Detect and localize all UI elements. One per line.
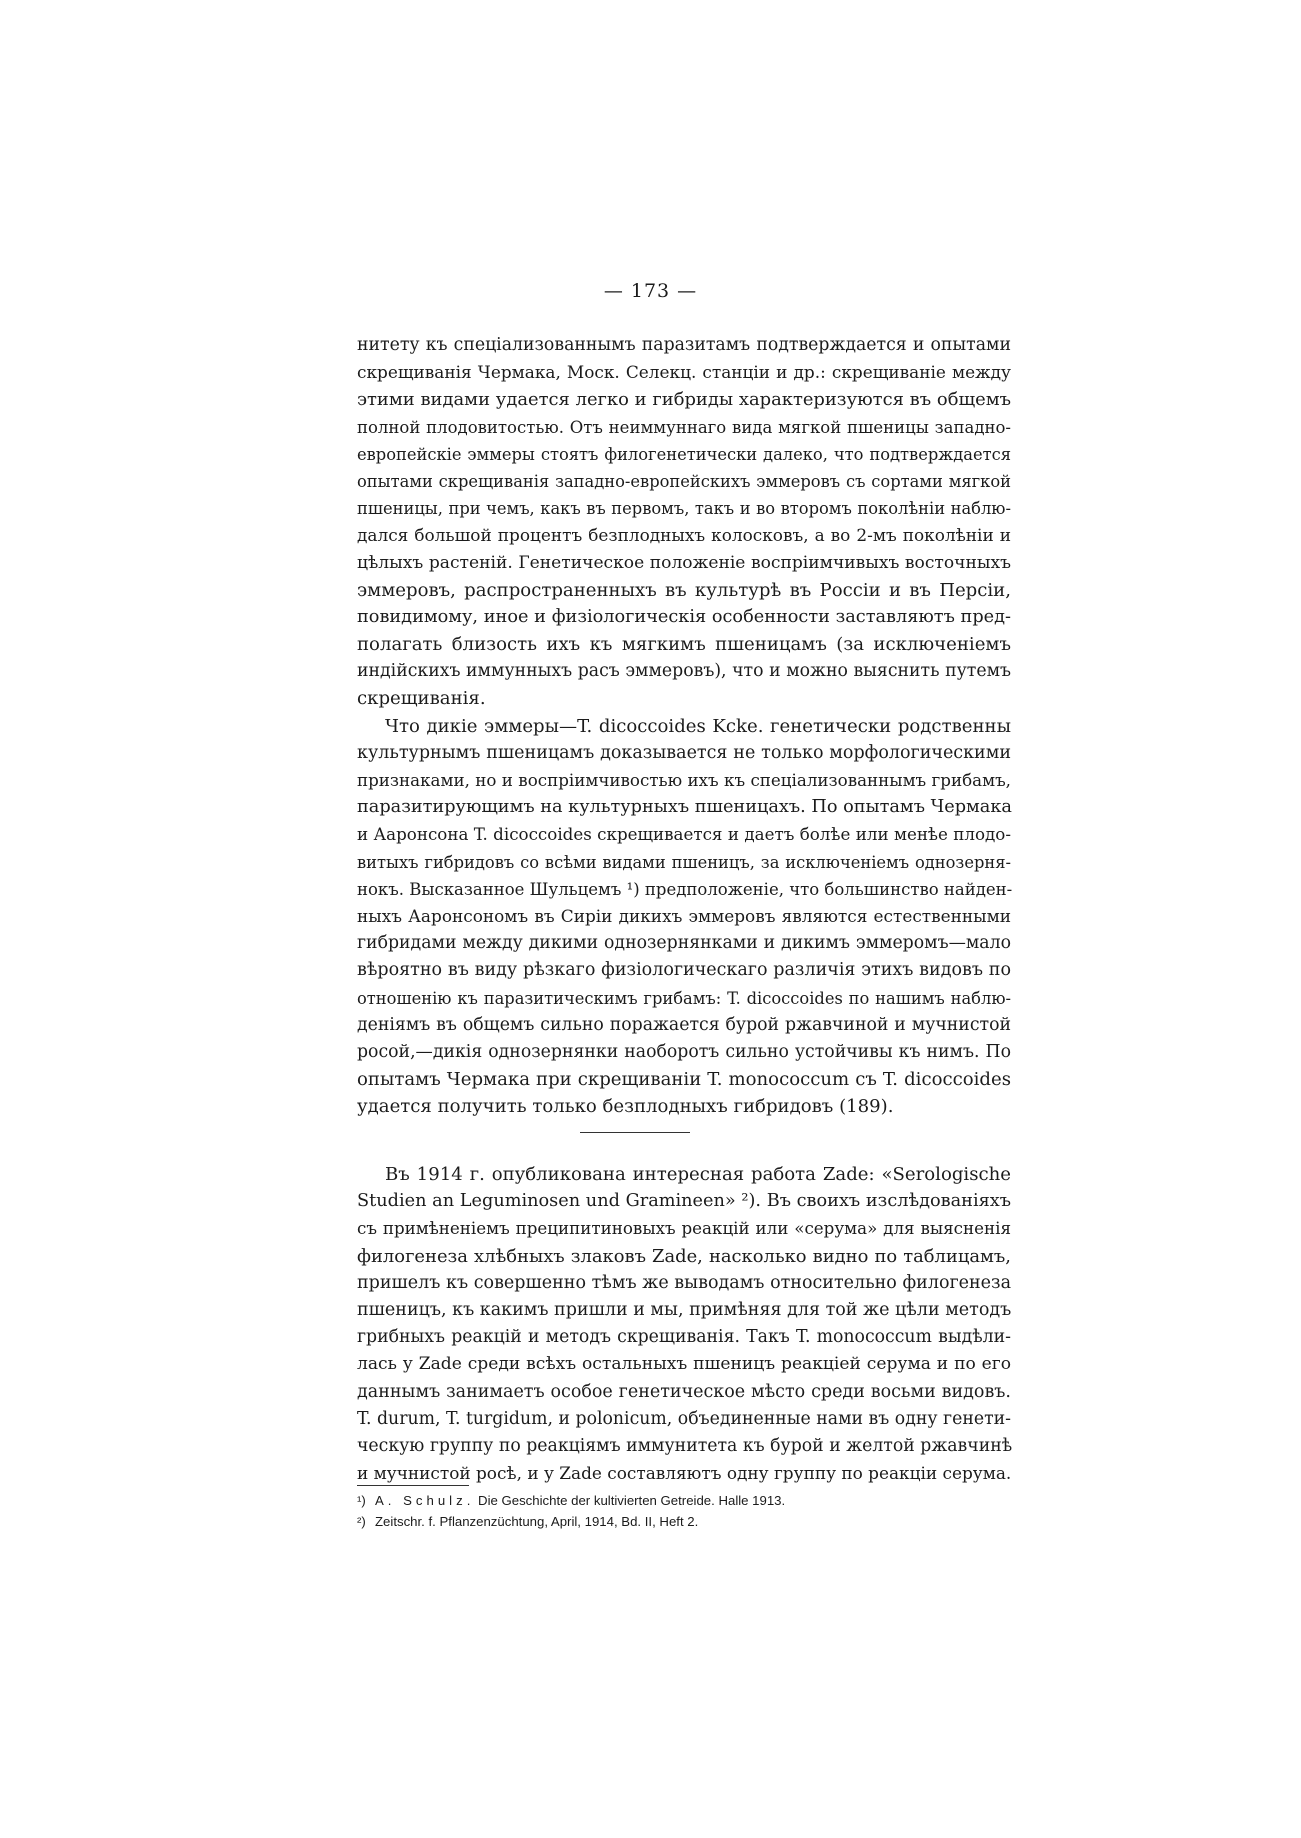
paragraph-2-line: отношенію къ паразитическимъ грибамъ: T. dicoccoides по нашимъ наблю- — [357, 988, 1011, 1008]
paragraph-2-line: росой,—дикія однозернянки наоборотъ сильно устойчивы къ нимъ. По — [357, 1041, 1011, 1062]
paragraph-1-line: скрещиванія Чермака, Моск. Селекц. станціи и др.: скрещиваніе между — [357, 362, 1011, 383]
footnote-mark: ²) — [357, 1514, 366, 1529]
paragraph-1-line: этими видами удается легко и гибриды характеризуются въ общемъ — [357, 389, 1011, 411]
paragraph-1-line: пшеницы, при чемъ, какъ въ первомъ, такъ и во второмъ поколѣніи наблю- — [357, 499, 1011, 519]
footnote-text: Die Geschichte der kultivierten Getreide. Halle 1913. — [478, 1493, 786, 1508]
paragraph-3-line: лась у Zade среди всѣхъ остальныхъ пшеницъ реакціей серума и по его — [357, 1354, 1011, 1375]
paragraph-1-line: нитету къ спеціализованнымъ паразитамъ подтверждается и опытами — [357, 335, 1011, 355]
paragraph-3-line: филогенеза хлѣбныхъ злаковъ Zade, насколько видно по таблицамъ, — [357, 1245, 1011, 1267]
paragraph-3-line: пшеницъ, къ какимъ пришли и мы, примѣняя для той же цѣли методъ — [357, 1299, 1012, 1320]
paragraph-2 — [357, 713, 1011, 1121]
paragraph-2-line: Что дикіе эммеры—T. dicoccoides Kcke. генетически родственны — [385, 715, 1011, 737]
paragraph-2-line: ныхъ Ааронсономъ въ Сиріи дикихъ эммеровъ являются естественными — [357, 905, 1011, 926]
paragraph-2-line: опытамъ Чермака при скрещиваніи T. monococcum съ T. dicoccoides — [357, 1069, 1011, 1091]
paragraph-1-line: европейскіе эммеры стоятъ филогенетически далеко, что подтверждается — [357, 444, 1011, 464]
paragraph-2-line: культурнымъ пшеницамъ доказывается не только морфологическими — [357, 742, 1011, 763]
paragraph-2-line: и Ааронсона T. dicoccoides скрещивается и даетъ болѣе или менѣе плодо- — [357, 824, 1011, 845]
paragraph-1 — [357, 332, 1011, 713]
paragraph-1-line: индійскихъ иммунныхъ расъ эммеровъ), что и можно выяснить путемъ — [357, 661, 1011, 682]
paragraph-2-line: удается получить только безплодныхъ гибридовъ (189). — [357, 1096, 894, 1118]
paragraph-3-line: Въ 1914 г. опубликована интересная работа Zade: «Serologische — [385, 1164, 1011, 1185]
paragraph-3-line: даннымъ занимаетъ особое генетическое мѣсто среди восьми видовъ. — [357, 1381, 1011, 1402]
lower-text-block — [357, 1161, 1011, 1487]
footnote-author: A. Schulz. — [375, 1493, 475, 1508]
upper-text-block — [357, 332, 1011, 1120]
paragraph-2-line: паразитирующимъ на культурныхъ пшеницахъ. По опытамъ Чермака — [357, 797, 1012, 818]
footnote-text: Zeitschr. f. Pflanzenzüchtung, April, 1914, Bd. II, Heft 2. — [375, 1514, 699, 1529]
page-number: — 173 — — [603, 280, 698, 302]
paragraph-2-line: вѣроятно въ виду рѣзкаго физіологическаго различія этихъ видовъ по — [357, 960, 1011, 981]
paragraph-3 — [357, 1161, 1011, 1487]
footnotes — [357, 1490, 1011, 1532]
paragraph-2-line: гибридами между дикими однозернянками и дикимъ эммеромъ—мало — [357, 933, 1011, 954]
paragraph-2-line: витыхъ гибридовъ со всѣми видами пшеницъ, за исключеніемъ однозерня- — [357, 852, 1011, 872]
paragraph-1-line: повидимому, иное и физіологическія особенности заставляютъ пред- — [357, 606, 1011, 627]
footnote-separator — [357, 1485, 469, 1486]
paragraph-3-line: Studien an Leguminosen und Gramineen» ²). Въ своихъ изслѣдованіяхъ — [357, 1191, 1011, 1212]
paragraph-1-line: дался большой процентъ безплодныхъ колосковъ, а во 2-мъ поколѣніи и — [357, 525, 1011, 546]
footnote-1 — [357, 1490, 1011, 1511]
paragraph-1-line: полагать близость ихъ къ мягкимъ пшеницамъ (за исключеніемъ — [357, 634, 1011, 656]
footnote-2 — [357, 1511, 1011, 1532]
paragraph-1-line: опытами скрещиванія западно-европейскихъ эммеровъ съ сортами мягкой — [357, 471, 1011, 491]
paragraph-3-line: грибныхъ реакцій и методъ скрещиванія. Такъ T. monococcum выдѣли- — [357, 1327, 1011, 1348]
footnote-mark: ¹) — [357, 1493, 366, 1508]
paragraph-3-line: ческую группу по реакціямъ иммунитета къ бурой и желтой ржавчинѣ — [357, 1435, 1013, 1456]
paragraph-3-line: съ примѣненіемъ преципитиновыхъ реакцій или «серума» для выясненія — [357, 1218, 1011, 1239]
paragraph-3-line: T. durum, T. turgidum, и polonicum, объединенные нами въ одну генети- — [357, 1408, 1011, 1429]
paragraph-1-line: скрещиванія. — [357, 688, 486, 710]
paragraph-1-line: эммеровъ, распространенныхъ въ культурѣ въ Россіи и въ Персіи, — [357, 579, 1011, 601]
paragraph-3-line: и мучнистой росѣ, и у Zade составляютъ одну группу по реакціи серума. — [357, 1463, 1012, 1484]
paragraph-2-line: деніямъ въ общемъ сильно поражается бурой ржавчиной и мучнистой — [357, 1014, 1011, 1035]
paragraph-3-line: пришелъ къ совершенно тѣмъ же выводамъ относительно филогенеза — [357, 1272, 1011, 1293]
paragraph-1-line: полной плодовитостью. Отъ неиммуннаго вида мягкой пшеницы западно- — [357, 417, 1011, 437]
paragraph-2-line: признаками, но и воспріимчивостью ихъ къ спеціализованнымъ грибамъ, — [357, 770, 1011, 790]
paragraph-1-line: цѣлыхъ растеній. Генетическое положеніе воспріимчивыхъ восточныхъ — [357, 552, 1011, 573]
paragraph-2-line: нокъ. Высказанное Шульцемъ ¹) предположеніе, что большинство найден- — [357, 879, 1013, 899]
section-separator — [580, 1132, 690, 1133]
